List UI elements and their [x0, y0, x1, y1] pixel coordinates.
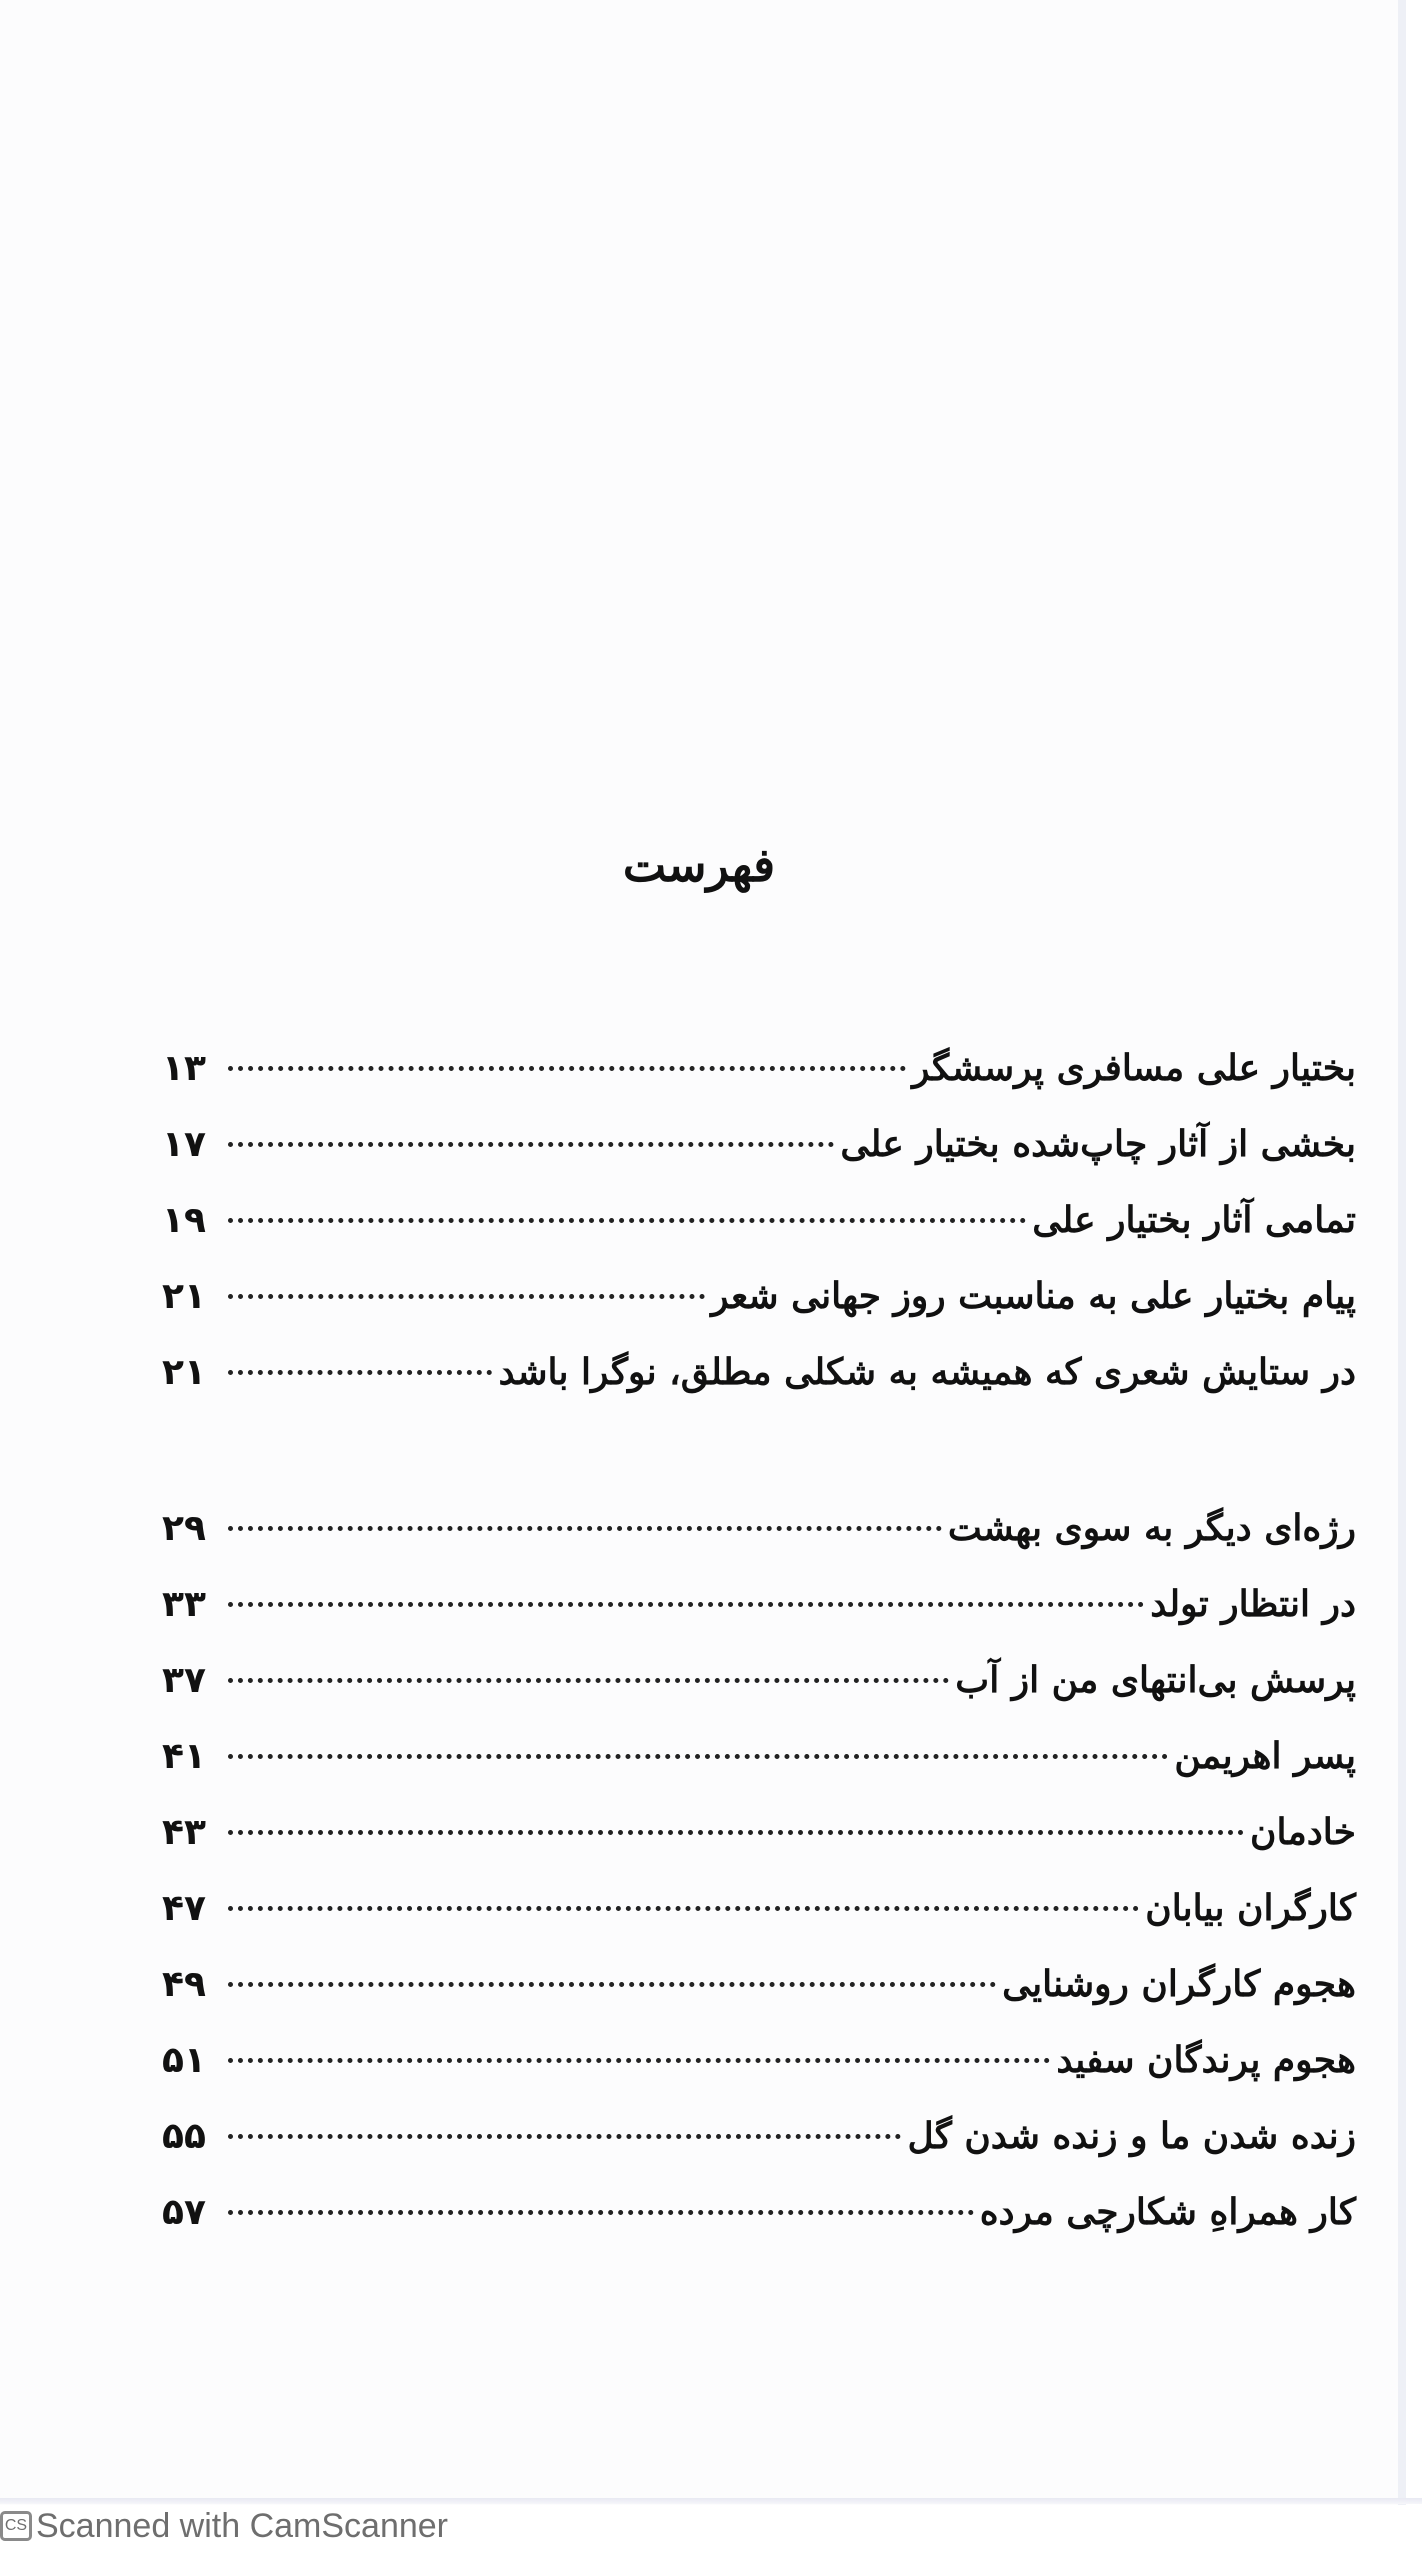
toc-entry [162, 1258, 1356, 1334]
toc-page-number: ۴۳ [162, 1812, 206, 1853]
toc-page-number: ۲۱ [162, 1352, 206, 1393]
toc-page-number: ۴۱ [162, 1736, 206, 1777]
toc-page-number: ۵۱ [162, 2040, 206, 2081]
section-gap [162, 1410, 1356, 1490]
toc-entry-title: بختیار علی مسافری پرسشگر [912, 1047, 1356, 1089]
dot-leader [228, 2134, 901, 2139]
page-title: فهرست [622, 838, 776, 892]
toc-page-number: ۵۵ [162, 2116, 206, 2157]
table-of-contents [162, 1030, 1356, 2250]
toc-page-number: ۱۷ [162, 1124, 206, 1165]
toc-entry [162, 1718, 1356, 1794]
toc-entry-title: هجوم پرندگان سفید [1056, 2039, 1356, 2081]
watermark-text: Scanned with CamScanner [36, 2506, 449, 2545]
toc-entry-title: کارگران بیابان [1145, 1887, 1356, 1929]
toc-entry [162, 1794, 1356, 1870]
camscanner-logo-icon: CS [0, 2511, 32, 2541]
toc-page-number: ۳۷ [162, 1660, 206, 1701]
toc-entry-title: پیام بختیار علی به مناسبت روز جهانی شعر [711, 1275, 1356, 1317]
toc-page-number: ۳۳ [162, 1584, 206, 1625]
toc-entry-title: در انتظار تولد [1150, 1583, 1356, 1625]
toc-entry-title: در ستایش شعری که همیشه به شکلی مطلق، نوگرا باشد [498, 1351, 1356, 1393]
dot-leader [228, 1370, 492, 1375]
dot-leader [228, 1142, 834, 1147]
scanner-watermark [0, 2506, 448, 2546]
dot-leader [228, 1754, 1168, 1759]
toc-entry-title: هجوم کارگران روشنایی [1002, 1963, 1356, 2005]
toc-entry-title: بخشی از آثار چاپ‌شده بختیار علی [840, 1123, 1356, 1165]
toc-page-number: ۲۹ [162, 1508, 206, 1549]
toc-entry-title: رژه‌ای دیگر به سوی بهشت [947, 1507, 1356, 1549]
toc-entry [162, 2174, 1356, 2250]
toc-entry [162, 1642, 1356, 1718]
dot-leader [228, 1982, 996, 1987]
toc-entry-title: کار همراهِ شکارچی مرده [979, 2191, 1356, 2233]
toc-entry-title: پسر اهریمن [1174, 1735, 1356, 1777]
dot-leader [228, 1906, 1139, 1911]
toc-entry [162, 1566, 1356, 1642]
toc-page-number: ۲۱ [162, 1276, 206, 1317]
toc-entry [162, 1030, 1356, 1106]
toc-page-number: ۴۹ [162, 1964, 206, 2005]
toc-entry-title: پرسش بی‌انتهای من از آب [955, 1659, 1356, 1701]
toc-page-number: ۱۹ [162, 1200, 206, 1241]
toc-page-number: ۵۷ [162, 2192, 206, 2233]
dot-leader [228, 1294, 705, 1299]
toc-entry-title: خادمان [1250, 1811, 1356, 1853]
toc-entry [162, 1106, 1356, 1182]
dot-leader [228, 2210, 974, 2215]
toc-entry-title: تمامی آثار بختیار علی [1032, 1199, 1356, 1241]
toc-entry [162, 1490, 1356, 1566]
toc-entry [162, 1334, 1356, 1410]
dot-leader [228, 1678, 949, 1683]
dot-leader [228, 1602, 1144, 1607]
dot-leader [228, 1066, 906, 1071]
toc-page-number: ۴۷ [162, 1888, 206, 1929]
toc-entry-title: زنده شدن ما و زنده شدن گل [907, 2115, 1356, 2157]
toc-entry [162, 2022, 1356, 2098]
toc-entry [162, 1182, 1356, 1258]
dot-leader [228, 1830, 1244, 1835]
toc-entry [162, 1946, 1356, 2022]
page-bottom-edge [0, 2498, 1422, 2504]
dot-leader [228, 1218, 1026, 1223]
dot-leader [228, 2058, 1050, 2063]
toc-page-number: ۱۳ [162, 1048, 206, 1089]
toc-entry [162, 2098, 1356, 2174]
toc-entry [162, 1870, 1356, 1946]
dot-leader [228, 1526, 942, 1531]
